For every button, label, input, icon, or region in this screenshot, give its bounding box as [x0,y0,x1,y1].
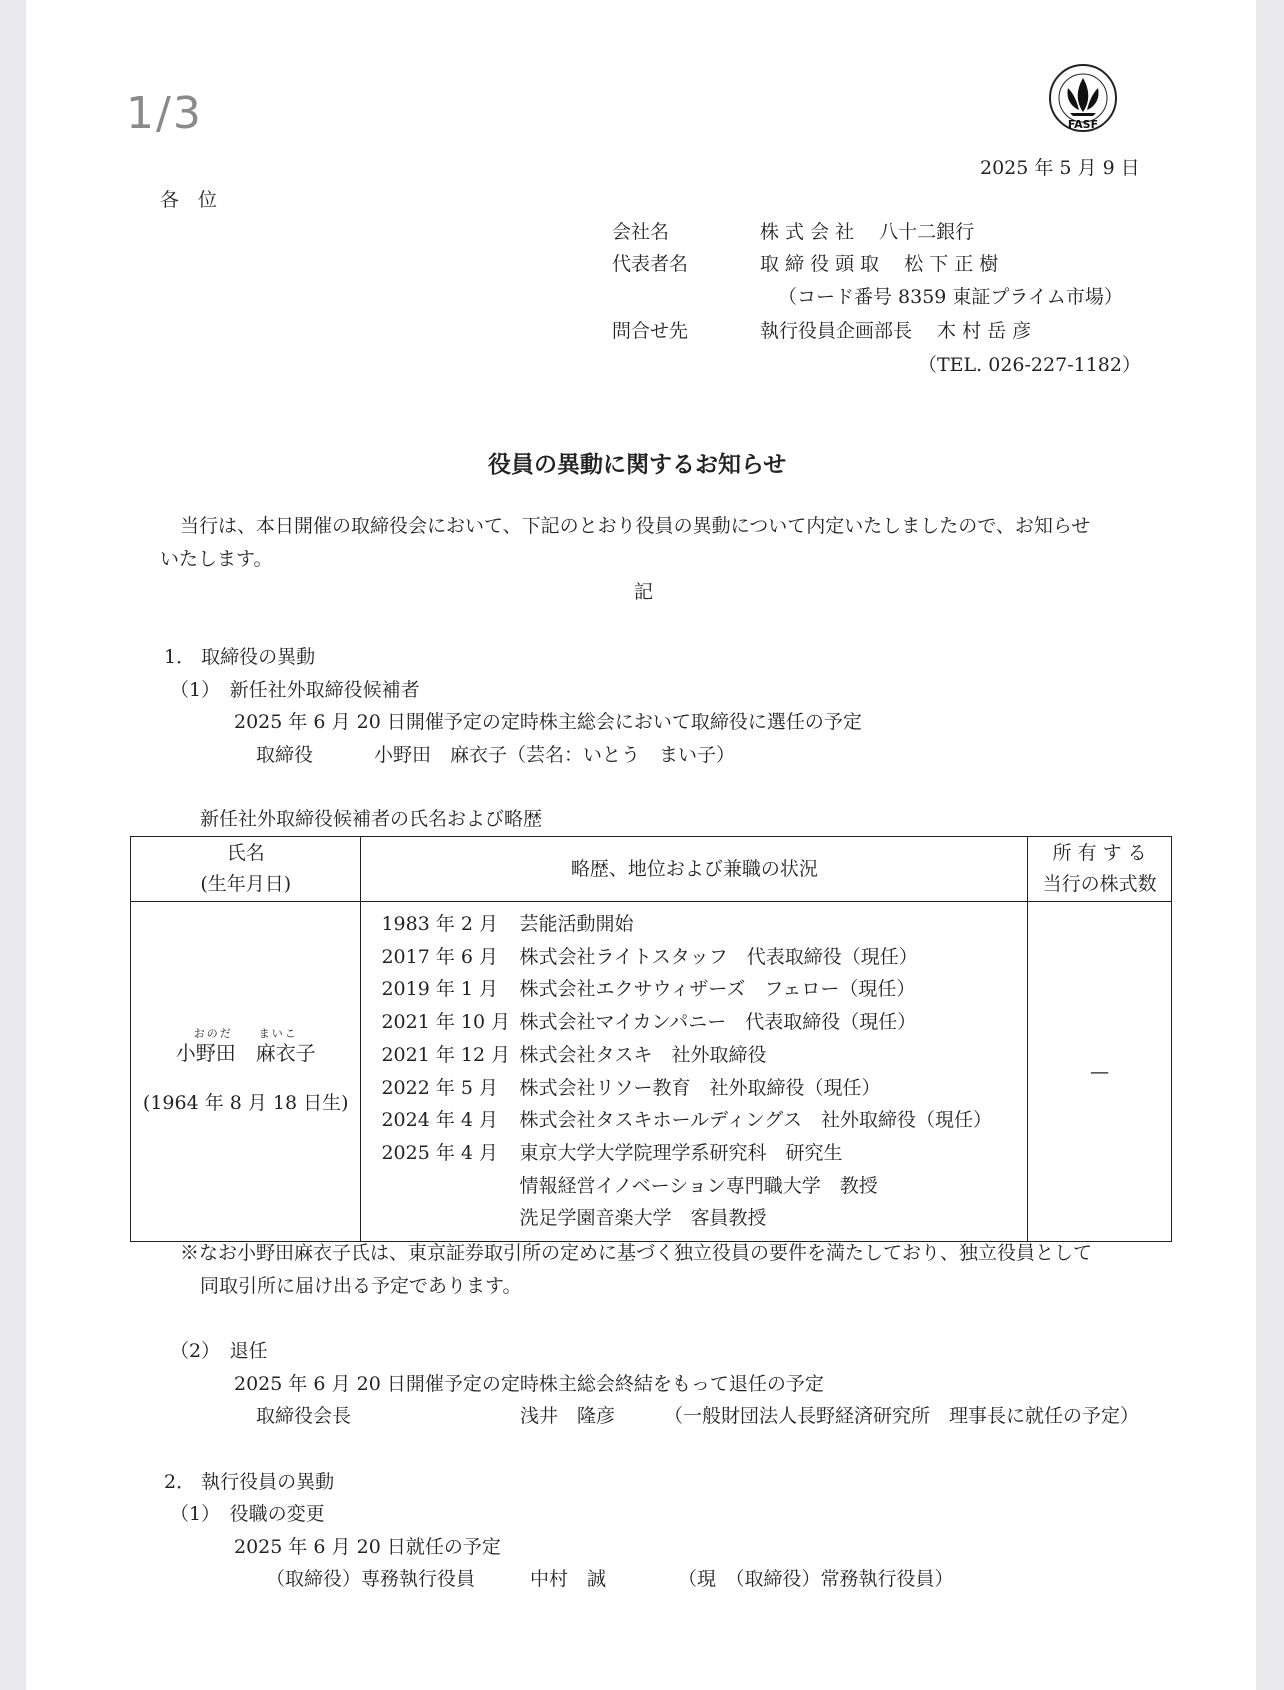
company-name-label: 会社名 [612,221,670,243]
career-row [381,1202,1027,1235]
representative-value: 取 締 役 頭 取 松 下 正 樹 [760,253,999,275]
company-name-value: 株 式 会 社 八十二銀行 [760,221,975,243]
section1-sub2-line: 2025 年 6 月 20 日開催予定の定時株主総会終結をもって退任の予定 [234,1373,824,1395]
career-row [381,1137,1027,1170]
career-row [381,1006,1027,1039]
contact-value: 執行役員企画部長 木 村 岳 彦 [760,320,1032,342]
section2-sub1-role: （取締役）専務執行役員 [266,1568,476,1590]
career-date: 1983 年 2 月 [381,913,499,935]
career-row [381,941,1027,974]
intro-line-1: 当行は、本日開催の取締役会において、下記のとおり役員の異動について内定いたしましたので、お知らせ [180,515,1091,537]
section2-sub1-name: 中村 誠 [530,1568,607,1590]
career-date: 2024 年 4 月 [381,1109,499,1132]
logo-text: FASF [1067,118,1099,131]
section1-sub2-name: 浅井 隆彦 [520,1405,616,1427]
header-shares-l2: 当行の株式数 [1042,873,1157,895]
fasf-seal-logo [1046,60,1120,140]
section2-sub1-line: 2025 年 6 月 20 日就任の予定 [234,1536,501,1558]
section1-sub2-note: （一般財団法人長野経済研究所 理事長に就任の予定） [664,1405,1140,1427]
career-row [381,1104,1027,1137]
career-date: 2017 年 6 月 [381,945,499,968]
header-shares-l1: 所 有 す る [1052,842,1147,864]
career-row [381,1170,1027,1203]
document-title: 役員の異動に関するお知らせ [488,451,787,478]
career-row [381,1039,1027,1072]
intro-line-2: いたします。 [160,548,273,570]
header-name-l2: (生年月日) [200,873,292,895]
career-date: 2021 年 12 月 [381,1043,511,1066]
representative-label: 代表者名 [612,253,689,275]
document-page [26,0,1256,1690]
header-shares [1028,837,1172,902]
career-cell [361,902,1028,1242]
candidate-name: 小野田 麻衣子 [175,1041,316,1066]
section2-sub1-heading: （1） 役職の変更 [170,1503,325,1525]
header-career: 略歴、地位および兼職の状況 [361,837,1028,902]
career-date [381,1202,519,1235]
table-row [131,902,1172,1242]
recipient: 各 位 [160,189,218,211]
note-line-2: 同取引所に届け出る予定であります。 [200,1275,522,1297]
section1-sub1-role: 取締役 [256,744,314,766]
career-text: 株式会社タスキ 社外取締役 [519,1043,767,1066]
career-text: 株式会社リソー教育 社外取締役（現任） [519,1076,881,1099]
career-date: 2022 年 5 月 [381,1076,499,1099]
page-indicator: 1/3 [126,88,203,139]
section1-heading: 1． 取締役の異動 [164,646,316,668]
career-text: 情報経営イノベーション専門職大学 教授 [519,1174,878,1197]
section2-sub1-prev: （現 （取締役）常務執行役員） [678,1568,954,1590]
table-header-row [131,837,1172,902]
career-row [381,1072,1027,1105]
candidate-ruby: おのだ まいこ [193,1027,298,1041]
career-date: 2021 年 10 月 [381,1011,511,1034]
career-date: 2019 年 1 月 [381,978,499,1001]
section1-sub1-line: 2025 年 6 月 20 日開催予定の定時株主総会において取締役に選任の予定 [234,711,862,733]
career-text: 洗足学園音楽大学 客員教授 [519,1207,767,1230]
career-text: 株式会社ライトスタッフ 代表取締役（現任） [519,945,918,968]
career-list [381,908,1027,1235]
candidate-birth: (1964 年 8 月 18 日生) [142,1092,349,1115]
ki-marker: 記 [634,581,654,603]
shares-cell: — [1028,902,1172,1242]
stock-code: （コード番号 8359 東証プライム市場） [778,286,1123,308]
header-name-l1: 氏名 [226,842,265,864]
section1-sub2-role: 取締役会長 [256,1405,352,1427]
note-line-1: ※なお小野田麻衣子氏は、東京証券取引所の定めに基づく独立役員の要件を満たしており、独立役員として [180,1242,1093,1264]
career-text: 株式会社タスキホールディングス 社外取締役（現任） [519,1109,993,1132]
career-text: 株式会社マイカンパニー 代表取締役（現任） [519,1011,917,1034]
section1-sub2-heading: （2） 退任 [170,1340,268,1362]
career-row [381,908,1027,941]
career-text: 芸能活動開始 [519,913,634,935]
career-date: 2025 年 4 月 [381,1141,499,1164]
career-text: 株式会社エクサウィザーズ フェロー（現任） [519,978,916,1001]
header-name [131,837,361,902]
section1-sub1-name: 小野田 麻衣子（芸名：いとう まい子） [374,744,736,766]
career-row [381,973,1027,1006]
document-date: 2025 年 5 月 9 日 [980,157,1140,179]
career-date [381,1170,519,1203]
career-text: 東京大学大学院理学系研究科 研究生 [519,1141,843,1164]
section2-heading: 2． 執行役員の異動 [164,1471,335,1493]
contact-tel: （TEL. 026-227-1182） [918,354,1141,376]
table-caption: 新任社外取締役候補者の氏名および略歴 [200,808,543,830]
career-table [130,836,1172,1242]
candidate-cell [131,902,361,1242]
contact-label: 問合せ先 [612,320,689,342]
section1-sub1-heading: （1） 新任社外取締役候補者 [170,679,420,701]
